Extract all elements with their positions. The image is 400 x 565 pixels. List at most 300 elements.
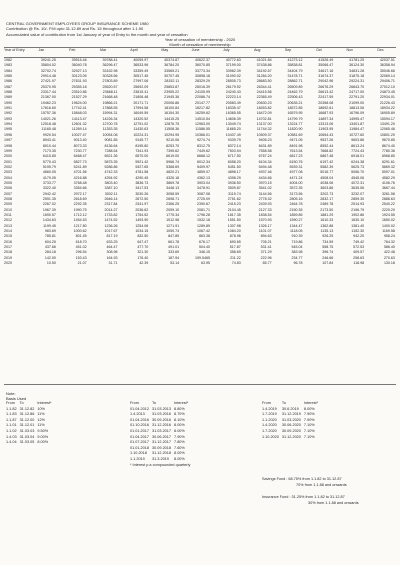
value-cell: 12065.46: [379, 127, 395, 132]
entry-year-cell: 2015: [4, 234, 12, 239]
value-cell: 7341.93: [135, 148, 149, 153]
value-cell: 2036.62: [135, 207, 149, 212]
value-cell: 2127.33: [258, 207, 272, 212]
month-header: Nov: [346, 48, 353, 52]
rate-row: [130, 457, 191, 463]
rate-cell: Interest*: [174, 401, 189, 405]
rate-cell: 31.03.2013: [152, 406, 172, 411]
value-cell: 4434.66: [258, 175, 272, 180]
value-cell: 24415.56: [256, 90, 272, 95]
value-cell: 23668.11: [102, 90, 118, 95]
value-cell: 12876.75: [164, 122, 180, 127]
value-cell: 107.84: [322, 261, 334, 266]
value-cell: 4216.88: [73, 175, 87, 180]
rate-cell: 31.12.2019: [281, 412, 301, 417]
value-cell: 6867.48: [320, 154, 334, 159]
value-cell: 7395.62: [166, 148, 180, 153]
value-cell: 22365.49: [256, 95, 272, 100]
value-cell: 296.54: [75, 250, 87, 255]
entry-year-cell: 1982: [4, 58, 12, 62]
rate-cell: 1.4.2020: [262, 423, 277, 428]
rate-row: [130, 440, 191, 446]
value-cell: 2439.93: [258, 202, 272, 207]
value-cell: 33152.98: [102, 68, 118, 73]
entry-year-cell: 1988: [4, 90, 12, 95]
value-cell: 4254.92: [104, 175, 118, 180]
value-cell: 333.69: [168, 250, 180, 255]
value-cell: 1307.98: [227, 223, 241, 228]
rate-row: [262, 435, 321, 441]
value-cell: 531.41: [260, 245, 272, 250]
value-cell: 74.83: [231, 261, 241, 266]
rate-cell: 7.90%: [303, 412, 315, 417]
value-cell: 26843.70: [349, 84, 365, 89]
cessation-month-line: Month of cessation of membership: [169, 42, 231, 48]
value-cell: 3936.50: [227, 180, 241, 185]
value-cell: 28862.71: [287, 79, 303, 84]
value-cell: 35804.02: [40, 63, 56, 68]
value-cell: 2886.63: [381, 196, 395, 201]
basis-label: Basis Used: [6, 396, 27, 402]
value-cell: 13313.06: [318, 122, 334, 127]
value-cell: 2618.69: [73, 196, 87, 201]
value-cell: 10801.20: [379, 132, 395, 137]
value-cell: 11586.55: [195, 127, 210, 132]
value-cell: 130.18: [383, 261, 395, 266]
value-cell: 749.42: [353, 239, 365, 244]
rate-cell: 31.12.01: [19, 423, 35, 428]
value-cell: 690.65: [229, 239, 241, 244]
value-cell: 308.98: [106, 250, 118, 255]
value-cell: 37438.86: [256, 63, 272, 68]
value-cell: 26344.41: [256, 84, 272, 89]
rate-cell: 1.1.02: [6, 428, 17, 433]
value-cell: 9274.74: [196, 138, 210, 143]
month-header: May: [161, 48, 169, 52]
value-cell: 1630.10: [351, 218, 365, 223]
rate-cell: 8.00%: [174, 423, 185, 428]
value-cell: 17994.58: [133, 106, 149, 111]
entry-year-cell: 1997: [4, 138, 12, 143]
rate-cell: From: [262, 401, 271, 405]
rate-cell: 7.60%: [174, 445, 185, 450]
rate-cell: 1.1.83: [6, 412, 17, 417]
value-cell: 3448.13: [166, 186, 180, 191]
value-cell: 878.96: [229, 234, 241, 239]
accumulation-table: [4, 58, 396, 266]
value-cell: 40374.87: [164, 58, 180, 62]
value-cell: 1902.86: [351, 212, 365, 217]
value-cell: 2059.10: [166, 207, 180, 212]
rate-cell: 31.03.04: [19, 434, 35, 439]
value-cell: 1344.47: [289, 223, 303, 228]
value-cell: 1474.52: [104, 218, 118, 223]
value-cell: 6767.24: [258, 154, 272, 159]
value-cell: 6197.42: [320, 159, 334, 164]
value-cell: 10437.49: [225, 132, 241, 137]
value-cell: 36784.20: [164, 63, 180, 68]
rate-cell: 9.50%: [37, 428, 49, 433]
rate-cell: 8.00%: [37, 440, 49, 445]
value-cell: 4545.06: [351, 175, 365, 180]
value-cell: 1236.26: [104, 223, 118, 228]
value-cell: 2173.50: [320, 207, 334, 212]
entry-year-cell: 2012: [4, 218, 12, 223]
value-cell: 32702.74: [40, 68, 56, 73]
value-cell: 3572.35: [289, 186, 303, 191]
value-cell: 6968.80: [381, 154, 395, 159]
value-cell: 3144.56: [258, 191, 272, 196]
insurance-fund-line: Insurance Fund : 31.25% from 1.1.82 to 31.12.87: [262, 495, 345, 500]
rate-cell: 7.90%: [174, 434, 185, 439]
entry-year-cell: 1983: [4, 63, 12, 68]
month-header: Aug: [254, 48, 261, 52]
value-cell: 8613.24: [351, 143, 365, 148]
value-cell: 4471.24: [289, 175, 303, 180]
entry-year-cell: 2013: [4, 223, 12, 228]
value-cell: 1967.39: [42, 207, 56, 212]
value-cell: 2081.71: [196, 207, 210, 212]
value-cell: 2646.14: [104, 196, 118, 201]
value-cell: 2972.17: [73, 191, 87, 196]
value-cell: 4582.29: [381, 175, 395, 180]
value-cell: 2725.09: [196, 196, 210, 201]
value-cell: 661.78: [168, 239, 180, 244]
value-cell: 21945.36: [164, 95, 180, 100]
value-cell: 35838.81: [287, 63, 303, 68]
rate-cell: 31.12.00: [19, 417, 35, 422]
value-cell: 6918.01: [351, 154, 365, 159]
value-cell: 12791.02: [133, 122, 149, 127]
value-cell: 7613.54: [289, 148, 303, 153]
value-cell: 199.5465: [194, 255, 210, 260]
month-header: Feb: [69, 48, 76, 52]
value-cell: 17868.55: [102, 106, 118, 111]
value-cell: 28329.29: [194, 79, 210, 84]
value-cell: 5827.73: [73, 159, 87, 164]
value-cell: 4398.29: [227, 175, 241, 180]
rate-cell: 8.80%: [174, 406, 185, 411]
value-cell: 17616.60: [40, 106, 56, 111]
value-cell: 13401.87: [349, 122, 365, 127]
document-title: CENTRAL GOVERNMENT EMPLOYEES GROUP INSURANCE SCHEME 1980: [6, 21, 149, 26]
value-cell: 96.78: [293, 261, 303, 266]
value-cell: 5056.70: [351, 170, 365, 175]
value-cell: 3836.73: [135, 180, 149, 185]
value-cell: 2751.62: [227, 196, 241, 201]
value-cell: 5966.74: [166, 159, 180, 164]
value-cell: 5875.35: [104, 159, 118, 164]
value-cell: 409.57: [353, 250, 365, 255]
value-cell: 34192.67: [256, 68, 272, 73]
value-cell: 1326.17: [258, 223, 272, 228]
value-cell: 734.59: [322, 239, 334, 244]
entry-year-cell: 1999: [4, 148, 12, 153]
value-cell: 10366.01: [194, 132, 210, 137]
value-cell: 30707.45: [164, 74, 180, 79]
rate-cell: 31.3.2019: [152, 456, 169, 461]
value-cell: 16796.09: [349, 111, 365, 116]
value-cell: 4820.21: [166, 170, 180, 175]
value-cell: 1199.45: [43, 223, 56, 228]
value-cell: 14995.47: [349, 116, 365, 121]
value-cell: 6468.47: [73, 154, 87, 159]
value-cell: 22086.74: [194, 95, 210, 100]
value-cell: 5921.42: [135, 159, 149, 164]
value-cell: 7449.62: [196, 148, 210, 153]
value-cell: 41781.25: [349, 58, 365, 62]
value-cell: 6244.38: [351, 159, 365, 164]
value-cell: 983.69: [44, 229, 56, 233]
value-cell: 958.24: [383, 234, 395, 239]
value-cell: 1217.80: [73, 223, 87, 228]
value-cell: 31674.37: [318, 74, 334, 79]
value-cell: 3322.40: [42, 186, 56, 191]
entry-year-cell: 2000: [4, 154, 12, 159]
value-cell: 10727.60: [349, 132, 365, 137]
value-cell: 18453.82: [256, 106, 272, 111]
value-cell: 477.70: [137, 245, 149, 250]
value-cell: 21527.29: [71, 95, 87, 100]
value-cell: 1254.06: [135, 223, 149, 228]
value-cell: 10054.08: [102, 132, 118, 137]
value-cell: 705.21: [260, 239, 272, 244]
value-cell: 4004.00: [289, 180, 303, 185]
value-cell: 4106.76: [381, 180, 395, 185]
value-cell: 3478.91: [196, 186, 210, 191]
value-cell: 19866.21: [102, 100, 118, 105]
value-cell: 6570.00: [135, 154, 149, 159]
value-cell: 27012.10: [379, 84, 395, 89]
rate-cell: 8.00%: [174, 456, 185, 461]
value-cell: 36533.96: [133, 63, 149, 68]
value-cell: 32069.14: [379, 74, 395, 79]
value-cell: 40622.37: [194, 58, 210, 62]
value-cell: 11984.47: [349, 127, 365, 132]
rate-cell: 31.12.82: [19, 406, 35, 411]
value-cell: 2805.16: [289, 196, 303, 201]
value-cell: 4937.46: [258, 170, 272, 175]
entry-year-cell: 1995: [4, 127, 12, 132]
value-cell: 1532.18: [196, 218, 210, 223]
month-header: Mar: [99, 48, 107, 52]
value-cell: 8073.33: [73, 143, 87, 148]
value-cell: 17742.41: [71, 106, 87, 111]
value-cell: 6619.00: [166, 154, 180, 159]
rate-cell: 30.06.2017: [152, 434, 172, 439]
value-cell: 25520.57: [102, 84, 118, 89]
rate-cell: 8.00%: [174, 451, 185, 456]
value-cell: 5097.01: [381, 170, 395, 175]
rate-cell: 01.07.2017: [130, 440, 150, 445]
value-cell: 40772.63: [225, 58, 241, 62]
value-cell: 2672.50: [135, 196, 149, 201]
rates-table-2: [130, 401, 191, 468]
value-cell: 36124.30: [349, 63, 365, 68]
value-cell: 3354.66: [73, 186, 87, 191]
value-cell: 2778.32: [258, 196, 272, 201]
value-cell: 270.63: [383, 255, 395, 260]
value-cell: 16049.59: [133, 111, 149, 116]
value-cell: 24873.45: [379, 90, 395, 95]
value-cell: 18100.84: [164, 106, 180, 111]
value-cell: 5770.43: [42, 159, 56, 164]
value-cell: 24462.79: [287, 90, 303, 95]
savings-fund-line-2: 70% from 1.1.88 and onwards: [296, 482, 347, 487]
value-cell: 2514.93: [351, 202, 365, 207]
value-cell: 13491.20: [379, 122, 395, 127]
value-cell: 4508.04: [320, 175, 334, 180]
value-cell: 8136.64: [104, 143, 118, 148]
rate-cell: 01.04.2016: [130, 417, 150, 422]
value-cell: 451.02: [75, 245, 87, 250]
value-cell: 8195.80: [135, 143, 149, 148]
value-cell: 187.94: [168, 255, 180, 260]
value-cell: 3869.78: [166, 180, 180, 185]
rate-cell: 1.4.04: [6, 440, 17, 445]
value-cell: 27803.89: [102, 79, 118, 84]
value-cell: 33982.39: [225, 68, 241, 73]
value-cell: 11665.20: [226, 127, 241, 132]
value-cell: 3417.53: [135, 186, 149, 191]
value-cell: 4781.58: [135, 170, 149, 175]
value-cell: 176.40: [137, 255, 149, 260]
entry-year-cell: 2010: [4, 207, 12, 212]
value-cell: 7288.54: [104, 148, 118, 153]
value-cell: 10509.37: [256, 132, 272, 137]
value-cell: 10581.69: [287, 132, 303, 137]
value-cell: 5016.77: [320, 170, 334, 175]
rate-cell: 30.09.2016: [152, 417, 172, 422]
value-cell: 1712.12: [73, 212, 87, 217]
value-cell: 7230.77: [73, 148, 87, 153]
value-cell: 222.96: [260, 255, 272, 260]
value-cell: 3733.77: [42, 180, 56, 185]
value-cell: 2292.35: [73, 202, 87, 207]
value-cell: 22506.43: [287, 95, 303, 100]
rate-cell: 1.10.2018: [130, 451, 147, 456]
value-cell: 15094.17: [379, 116, 395, 121]
value-cell: 15848.03: [71, 111, 87, 116]
value-cell: 211.22: [230, 255, 241, 260]
value-cell: 26179.92: [225, 84, 241, 89]
value-cell: 42037.51: [379, 58, 395, 62]
value-cell: 9013.40: [73, 138, 87, 143]
value-cell: 18572.85: [287, 106, 303, 111]
value-cell: 20635.21: [287, 100, 303, 105]
value-cell: 11744.32: [256, 127, 272, 132]
value-cell: 14510.54: [194, 116, 210, 121]
value-cell: 5625.73: [351, 164, 365, 169]
value-cell: 258.63: [353, 255, 365, 260]
value-cell: 246.66: [322, 255, 334, 260]
value-cell: 817.19: [106, 234, 118, 239]
rate-cell: 31.12.2020: [281, 434, 301, 439]
value-cell: 8312.75: [196, 143, 210, 148]
contribution-line: Contribution @ Rs. 10/- P.M upto 31.12.89 and Rs. 15 throughout after 1.1.90: [6, 26, 144, 32]
value-cell: 2267.02: [42, 202, 56, 207]
value-cell: 20006.86: [164, 100, 180, 105]
value-cell: 1434.63: [42, 218, 56, 223]
value-cell: 1362.88: [320, 223, 334, 228]
value-cell: 1570.93: [258, 218, 272, 223]
value-cell: 1512.98: [166, 218, 180, 223]
entry-year-cell: 1990: [4, 100, 12, 105]
value-cell: 2489.78: [320, 202, 334, 207]
rate-cell: 31.03.2020: [281, 417, 301, 422]
value-cell: 847.89: [168, 234, 180, 239]
value-cell: 14226.34: [102, 116, 118, 121]
value-cell: 12518.48: [40, 122, 56, 127]
value-cell: 14320.52: [133, 116, 149, 121]
value-cell: 2464.78: [289, 202, 303, 207]
value-cell: 34831.28: [349, 68, 365, 73]
value-cell: 1000.62: [73, 229, 87, 233]
rate-cell: 31.03.05: [19, 440, 35, 445]
value-cell: 25355.18: [71, 84, 87, 89]
value-cell: 27997.06: [133, 79, 149, 84]
rate-cell: 11%: [37, 423, 45, 428]
value-cell: 53.14: [170, 261, 180, 266]
value-cell: 22934.01: [379, 95, 395, 100]
value-cell: 36296.47: [102, 63, 118, 68]
value-cell: 20147.77: [194, 100, 210, 105]
rate-cell: 1.1.2019: [130, 456, 145, 461]
value-cell: 504.40: [198, 245, 210, 250]
value-cell: 10027.47: [71, 132, 87, 137]
month-header: July: [223, 48, 230, 52]
rate-cell: 01.01.2018: [130, 445, 150, 450]
rate-cell: 1.4.2013: [130, 412, 145, 417]
entry-year-cell: 2004: [4, 175, 12, 180]
value-cell: 572.53: [353, 245, 365, 250]
value-cell: 5494.48: [258, 164, 272, 169]
entry-year-cell: 2003: [4, 170, 12, 175]
value-cell: 1796.28: [196, 212, 210, 217]
value-cell: 15994.31: [102, 111, 118, 116]
value-cell: 1067.42: [196, 229, 210, 233]
value-cell: 6521.36: [104, 154, 118, 159]
rate-cell: 1.4.2019: [262, 406, 277, 411]
value-cell: 3232.07: [351, 191, 365, 196]
value-cell: 41526.49: [318, 58, 334, 62]
value-cell: 8491.98: [289, 143, 303, 148]
rate-cell: 7.10%: [303, 428, 315, 433]
value-cell: 21806.48: [133, 95, 149, 100]
value-cell: 3635.56: [351, 186, 365, 191]
value-cell: 1590.27: [289, 218, 303, 223]
value-cell: 4072.31: [351, 180, 365, 185]
value-cell: 11165.48: [41, 127, 56, 132]
value-cell: 764.32: [383, 239, 395, 244]
value-cell: 27421.97: [40, 79, 56, 84]
value-cell: 14799.79: [287, 116, 303, 121]
value-cell: 14897.34: [318, 116, 334, 121]
value-cell: 19462.23: [40, 100, 56, 105]
value-cell: 383.98: [291, 250, 303, 255]
value-cell: 8674.40: [381, 143, 395, 148]
value-cell: 7724.43: [351, 148, 365, 153]
value-cell: 4038.06: [320, 180, 334, 185]
rate-cell: To: [19, 401, 24, 405]
value-cell: 8372.14: [227, 143, 241, 148]
entry-year-cell: 1985: [4, 74, 12, 79]
value-cell: 39241.25: [40, 58, 56, 62]
rate-row: [130, 412, 191, 418]
rate-cell: To: [281, 401, 286, 405]
value-cell: 4701.56: [73, 170, 87, 175]
value-cell: 9670.85: [381, 138, 395, 143]
